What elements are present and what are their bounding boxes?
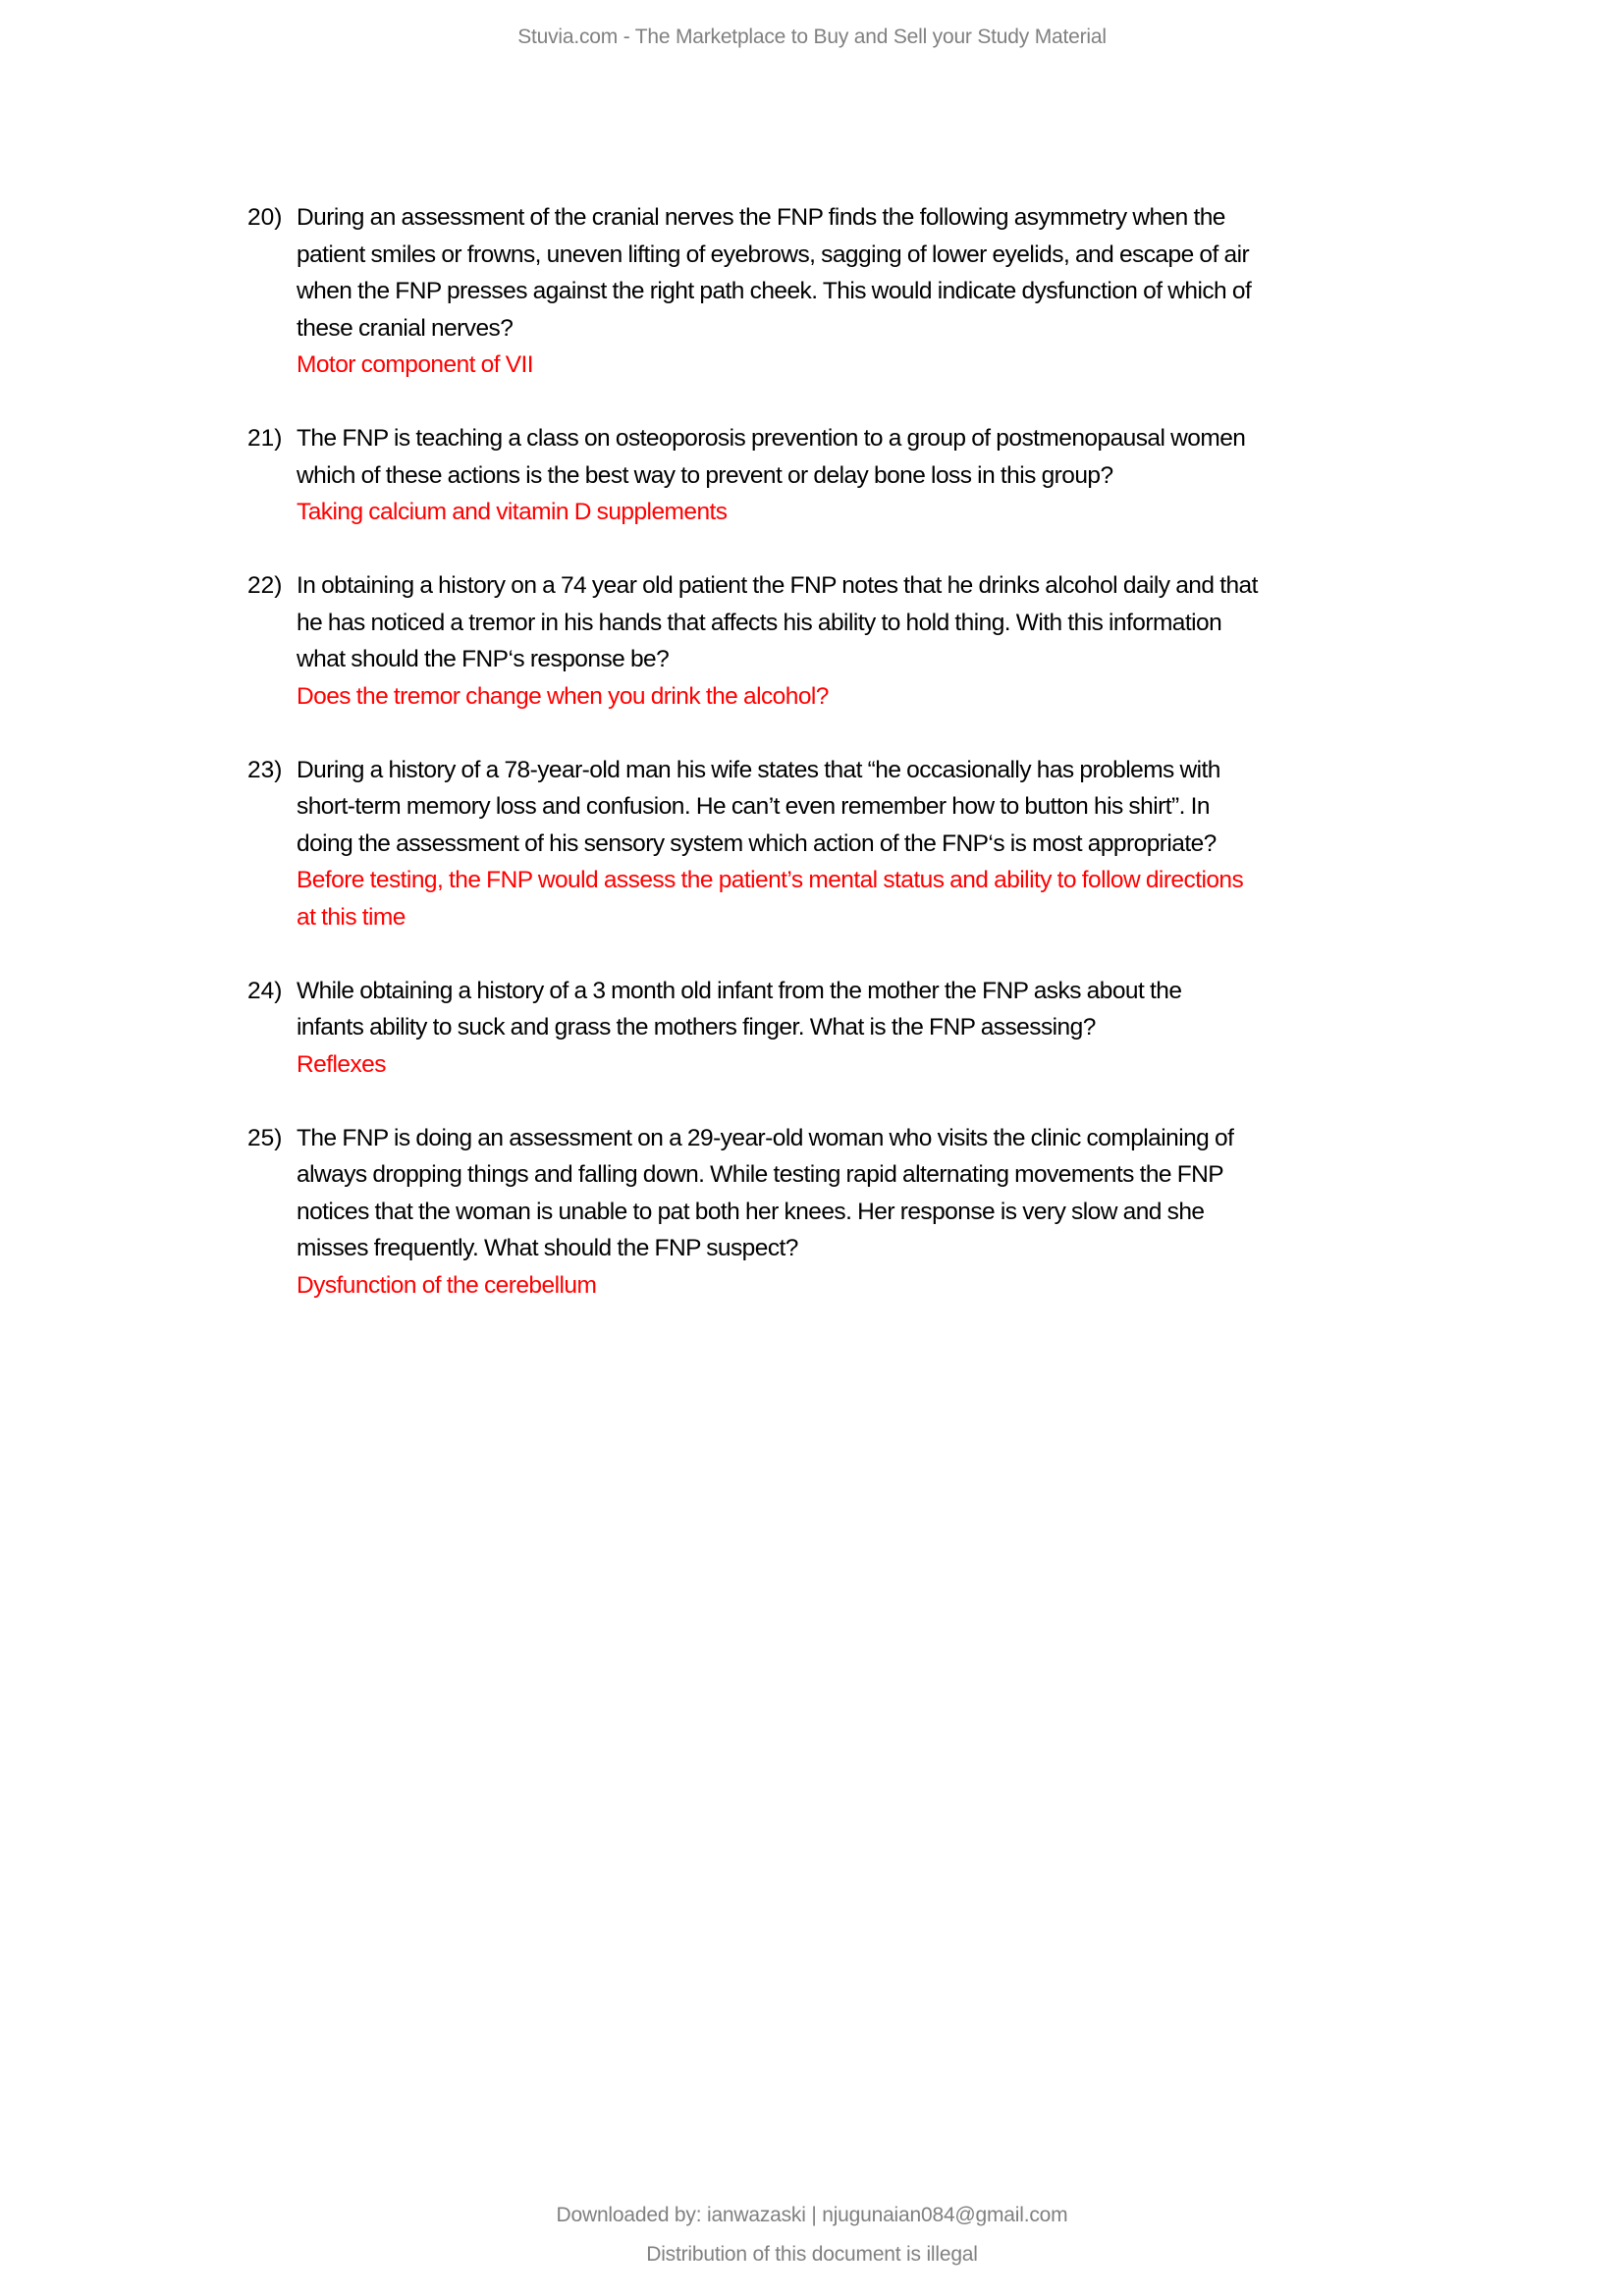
question-25 [247,1120,1485,1305]
question-text-line: always dropping things and falling down. While testing rapid alternating movements the FNP [297,1161,1224,1188]
question-text-line: notices that the woman is unable to pat both her knees. Her response is very slow and she [297,1198,1205,1225]
page-header-watermark: Stuvia.com - The Marketplace to Buy and Sell your Study Material [517,26,1107,48]
question-text-line: he has noticed a tremor in his hands that affects his ability to hold thing. With this information [297,609,1222,636]
question-22 [247,567,1485,715]
question-list [247,199,1485,1341]
question-24 [247,973,1485,1084]
question-23 [247,752,1485,936]
question-text-line: which of these actions is the best way to prevent or delay bone loss in this group? [297,461,1113,489]
question-text-line: misses frequently. What should the FNP suspect? [297,1235,798,1261]
question-text-line: The FNP is teaching a class on osteoporosis prevention to a group of postmenopausal women [297,425,1246,452]
question-text-line: During an assessment of the cranial nerves the FNP finds the following asymmetry when the [297,204,1225,231]
question-text-line: when the FNP presses against the right path cheek. This would indicate dysfunction of which of [297,278,1252,304]
question-21 [247,420,1485,531]
footer-downloaded-by: Downloaded by: ianwazaski | njugunaian084@gmail.com [556,2204,1068,2226]
answer-text: Dysfunction of the cerebellum [297,1271,597,1299]
question-text-line: During a history of a 78-year-old man his wife states that “he occasionally has problems with [297,756,1220,783]
answer-text: Does the tremor change when you drink the alcohol? [297,682,829,710]
question-number: 22) [247,572,283,599]
answer-text: Before testing, the FNP would assess the patient’s mental status and ability to follow directions [297,867,1244,893]
answer-text: Reflexes [297,1050,386,1078]
question-text-line: In obtaining a history on a 74 year old patient the FNP notes that he drinks alcohol daily and that [297,572,1258,599]
answer-text: Motor component of VII [297,351,534,378]
question-text-line: infants ability to suck and grass the mothers finger. What is the FNP assessing? [297,1014,1096,1041]
question-number: 24) [247,977,283,1004]
question-text-line: short-term memory loss and confusion. He can’t even remember how to button his shirt”. In [297,793,1210,820]
answer-text: Taking calcium and vitamin D supplements [297,499,728,525]
question-number: 23) [247,756,283,783]
answer-text: at this time [297,903,406,931]
question-number: 25) [247,1124,283,1151]
question-text-line: The FNP is doing an assessment on a 29-year-old woman who visits the clinic complaining of [297,1124,1234,1151]
question-text-line: patient smiles or frowns, uneven lifting of eyebrows, sagging of lower eyelids, and escape of air [297,240,1250,268]
question-number: 21) [247,425,283,452]
question-20 [247,199,1485,384]
question-text-line: these cranial nerves? [297,314,514,342]
question-number: 20) [247,204,283,231]
question-text-line: what should the FNP‘s response be? [297,646,670,672]
question-text-line: doing the assessment of his sensory system which action of the FNP‘s is most appropriate? [297,829,1217,857]
footer-distribution-notice: Distribution of this document is illegal [646,2243,978,2266]
question-text-line: While obtaining a history of a 3 month old infant from the mother the FNP asks about the [297,977,1182,1004]
